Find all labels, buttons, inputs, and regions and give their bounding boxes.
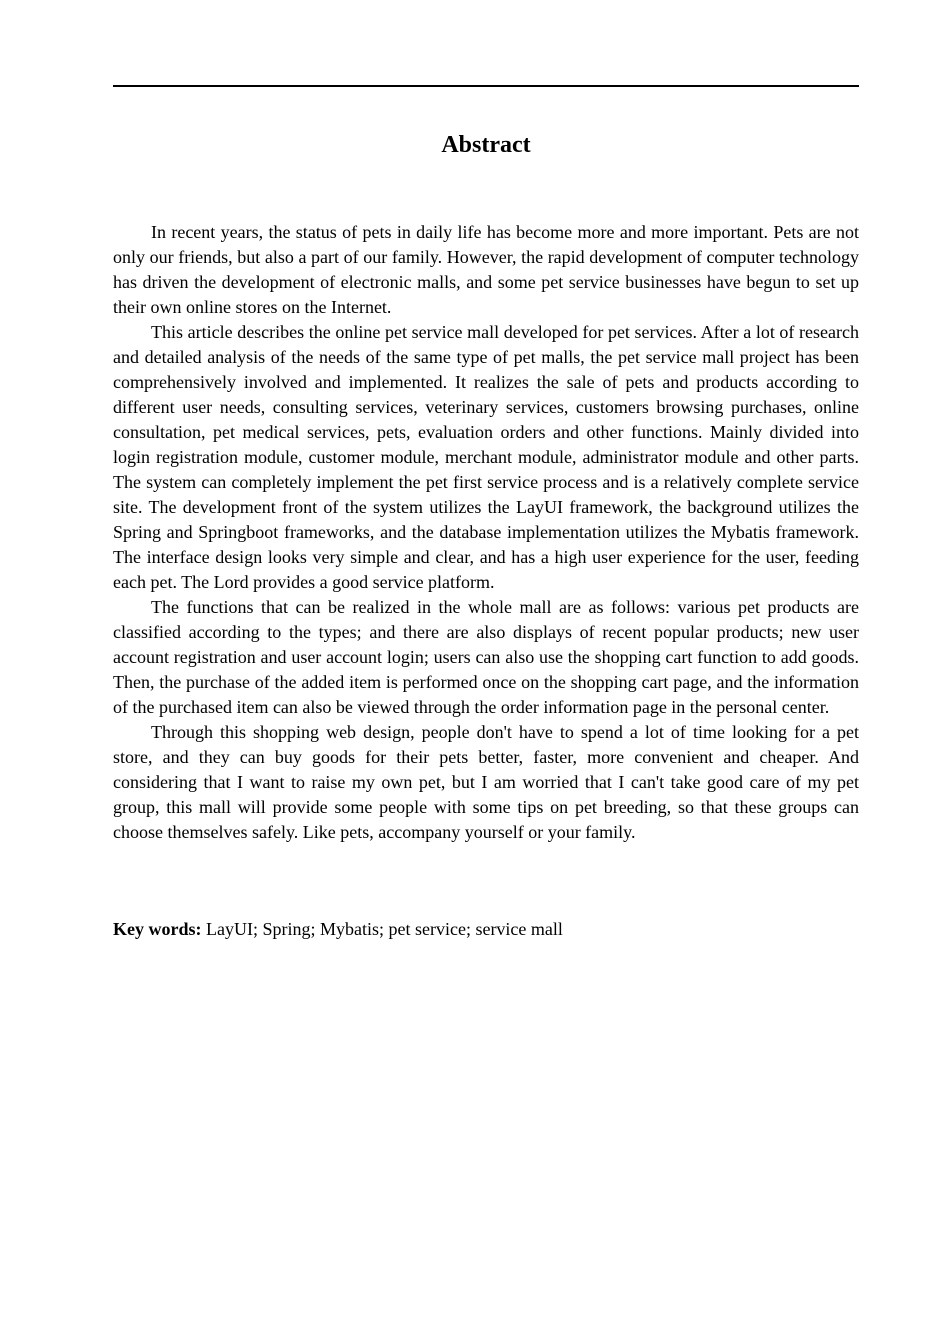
abstract-title: Abstract — [441, 132, 531, 158]
abstract-paragraph: This article describes the online pet service mall developed for pet services. After a lot of research and detailed analysis of the needs of the same type of pet malls, the pet service mall project has been comprehensively involved and implemented. It realizes the sale of pets and products according to different user needs, consulting services, veterinary services, customers browsing purchases, online consultation, pet medical services, pets, evaluation orders and other functions. Mainly divided into login registration module, customer module, merchant module, administrator module and other parts. The system can completely implement the pet first service process and is a relatively complete service site. The development front of the system utilizes the LayUI framework, the background utilizes the Spring and Springboot frameworks, and the database implementation utilizes the Mybatis framework. The interface design looks very simple and clear, and has a high user experience for the user, feeding each pet. The Lord provides a good service platform. — [113, 322, 859, 592]
keywords-label: Key words: — [113, 919, 202, 939]
keywords-line — [113, 917, 859, 942]
keywords-value: LayUI; Spring; Mybatis; pet service; service mall — [201, 919, 563, 939]
header-rule — [113, 85, 859, 87]
abstract-paragraph: Through this shopping web design, people don't have to spend a lot of time looking for a pet store, and they can buy goods for their pets better, faster, more convenient and cheaper. And considering that I want to raise my own pet, but I am worried that I can't take good care of my pet group, this mall will provide some people with some tips on pet breeding, so that these groups can choose themselves safely. Like pets, accompany yourself or your family. — [113, 722, 859, 842]
abstract-paragraph: In recent years, the status of pets in daily life has become more and more important. Pets are not only our friends, but also a part of our family. However, the rapid development of computer technology has driven the development of electronic malls, and some pet service businesses have begun to set up their own online stores on the Internet. — [113, 222, 859, 317]
abstract-body — [113, 220, 859, 845]
abstract-paragraph: The functions that can be realized in the whole mall are as follows: various pet products are classified according to the types; and there are also displays of recent popular products; new user account registration and user account login; users can also use the shopping cart function to add goods. Then, the purchase of the added item is performed once on the shopping cart page, and the information of the purchased item can also be viewed through the order information page in the personal center. — [113, 597, 859, 717]
